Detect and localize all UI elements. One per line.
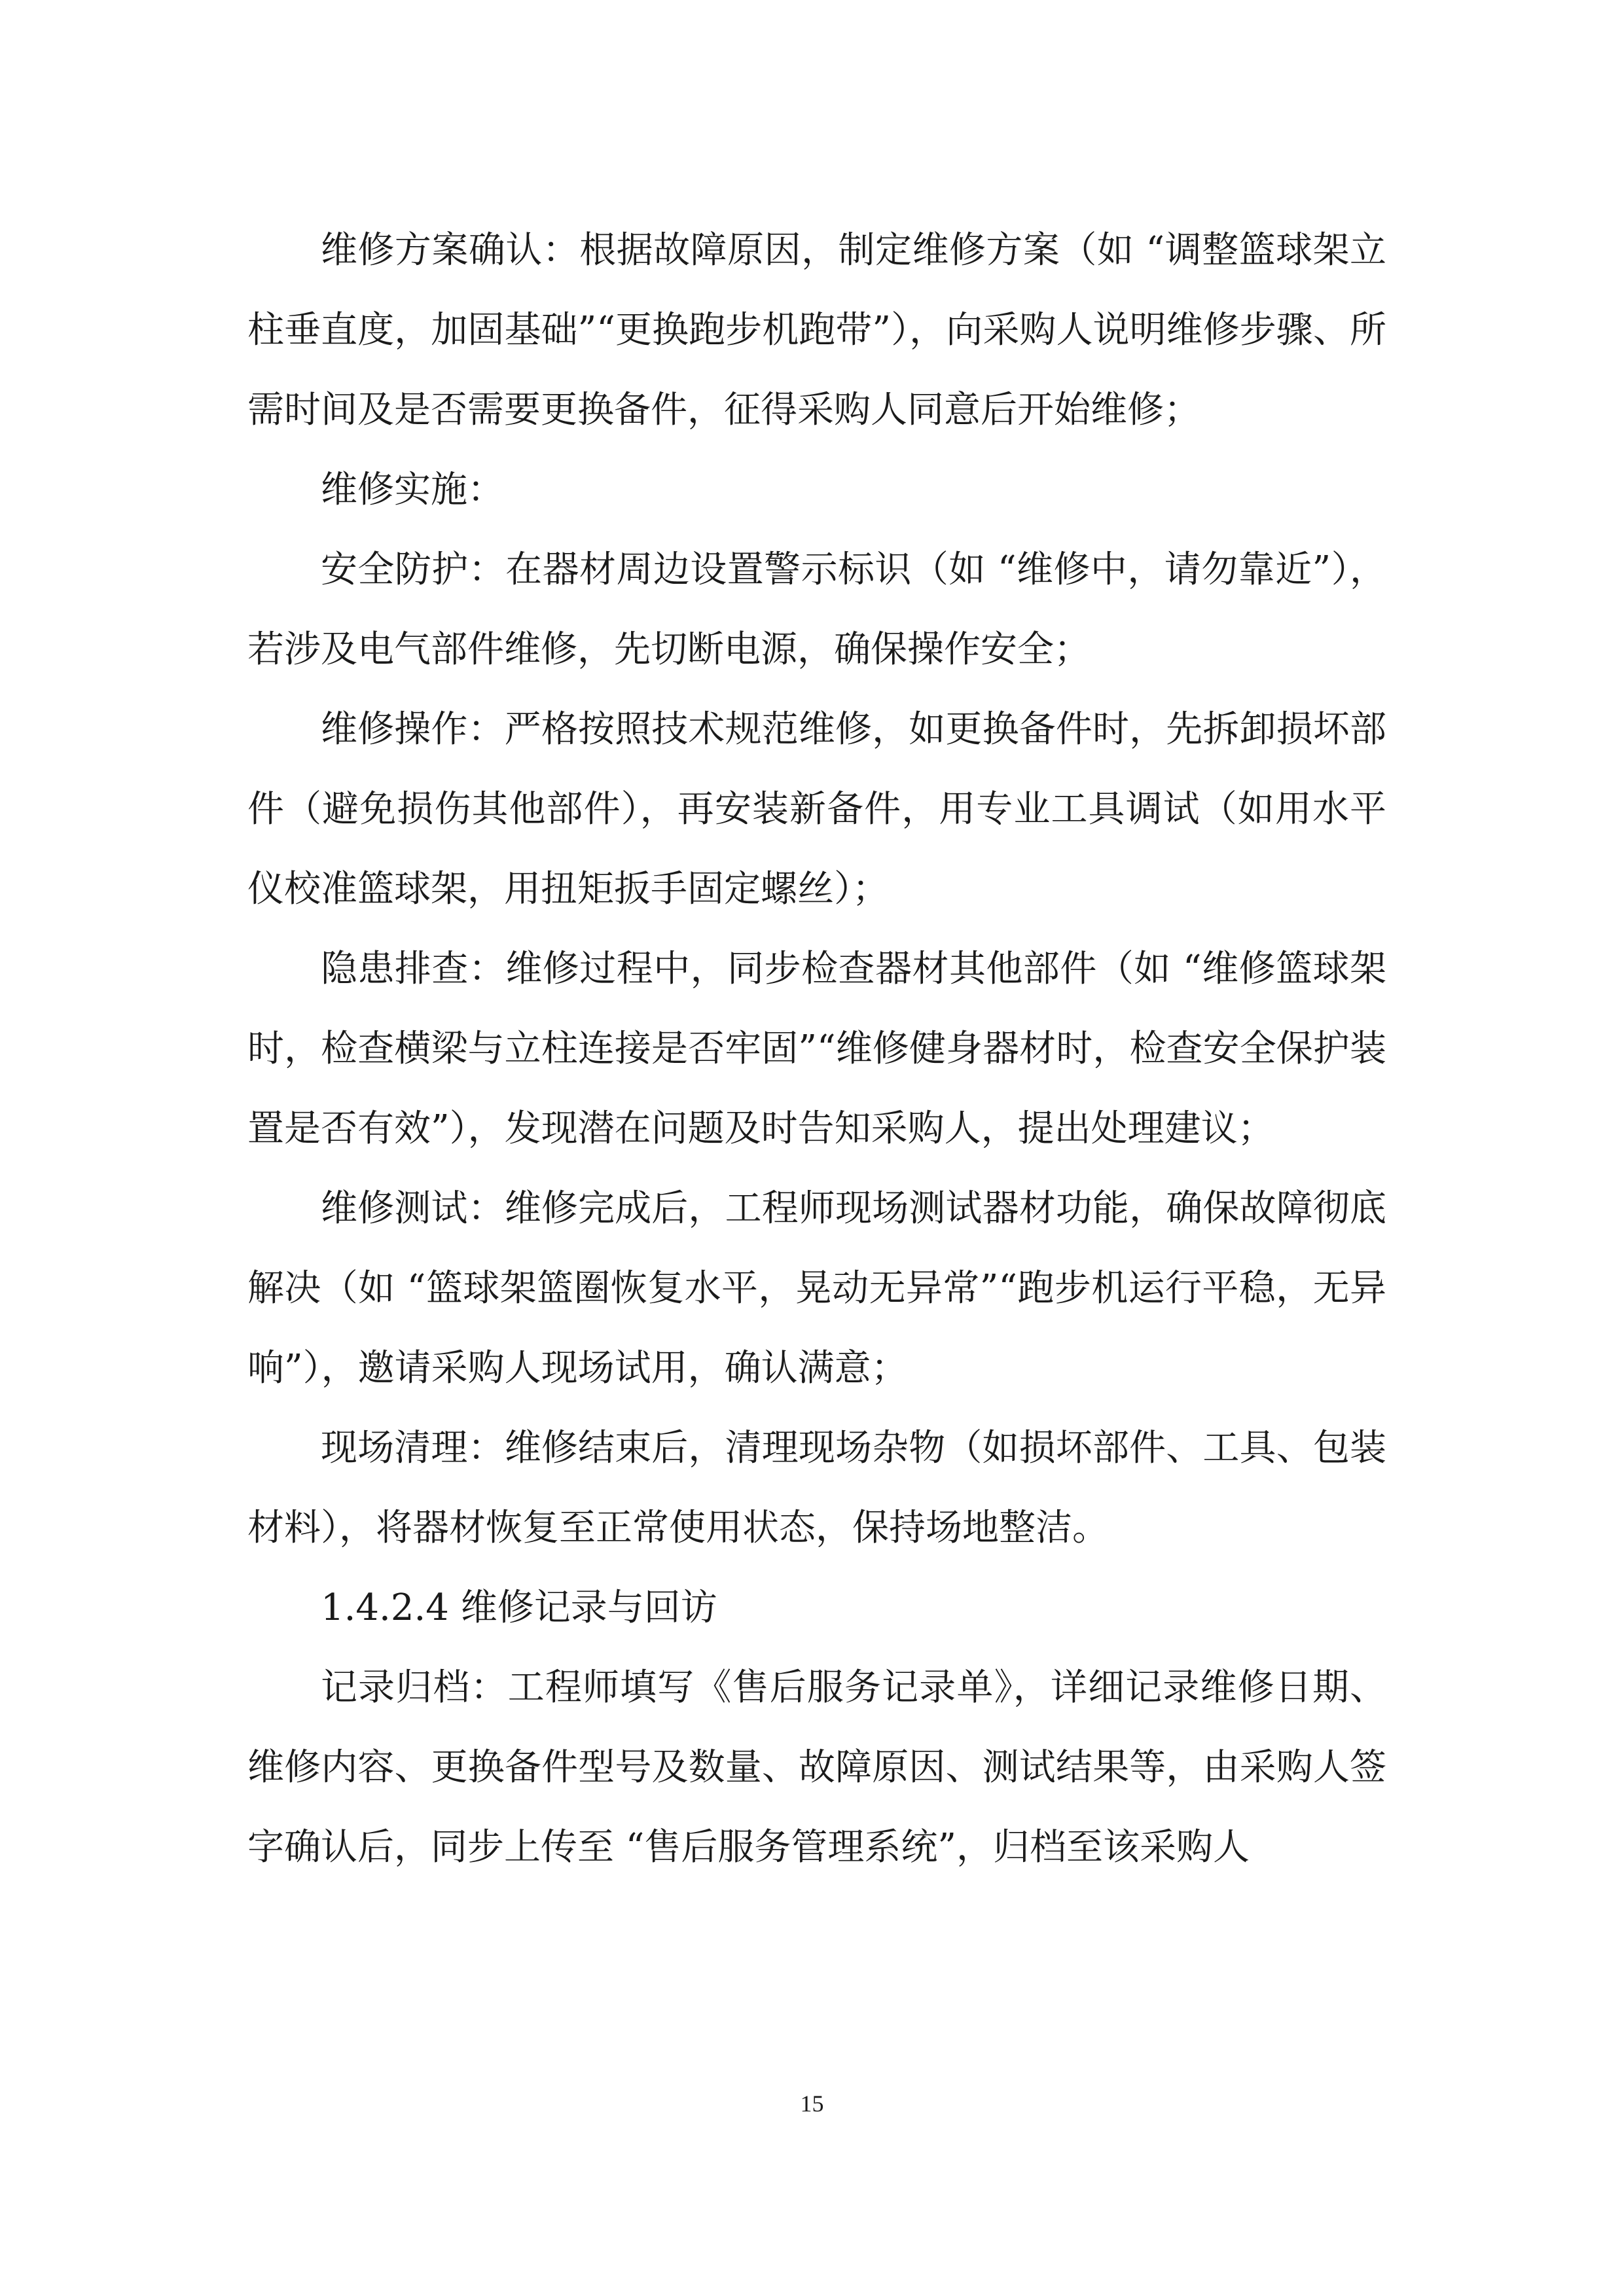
page-number: 15 [800, 2090, 824, 2117]
paragraph-repair-plan: 维修方案确认：根据故障原因，制定维修方案（如 “调整篮球架立柱垂直度，加固基础”“更换跑步机跑带”），向采购人说明维修步骤、所需时间及是否需要更换备件，征得采购人同意后开始维修； [247, 229, 1386, 431]
paragraph-repair-implementation: 维修实施： [321, 469, 504, 511]
paragraph-record-archive: 记录归档：工程师填写《售后服务记录单》，详细记录维修日期、维修内容、更换备件型号及数量、故障原因、测试结果等，由采购人签字确认后，同步上传至 “售后服务管理系统”，归档至该采购人 [247, 1666, 1386, 1869]
paragraph-safety-protection: 安全防护：在器材周边设置警示标识（如 “维修中，请勿靠近”），若涉及电气部件维修，先切断电源，确保操作安全； [247, 548, 1386, 671]
paragraph-site-cleanup: 现场清理：维修结束后，清理现场杂物（如损坏部件、工具、包装材料），将器材恢复至正常使用状态，保持场地整洁。 [247, 1427, 1386, 1549]
section-heading: 1.4.2.4 维修记录与回访 [321, 1587, 717, 1629]
paragraph-repair-operation: 维修操作：严格按照技术规范维修，如更换备件时，先拆卸损坏部件（避免损伤其他部件），再安装新备件，用专业工具调试（如用水平仪校准篮球架，用扭矩扳手固定螺丝）； [247, 708, 1386, 910]
paragraph-hazard-check: 隐患排查：维修过程中，同步检查器材其他部件（如 “维修篮球架时，检查横梁与立柱连接是否牢固”“维修健身器材时，检查安全保护装置是否有效”），发现潜在问题及时告知采购人，提出处理建议； [247, 948, 1386, 1150]
body-text [247, 211, 1386, 1888]
paragraph-repair-test: 维修测试：维修完成后，工程师现场测试器材功能，确保故障彻底解决（如 “篮球架篮圈恢复水平，晃动无异常”“跑步机运行平稳，无异响”），邀请采购人现场试用，确认满意； [247, 1187, 1386, 1390]
